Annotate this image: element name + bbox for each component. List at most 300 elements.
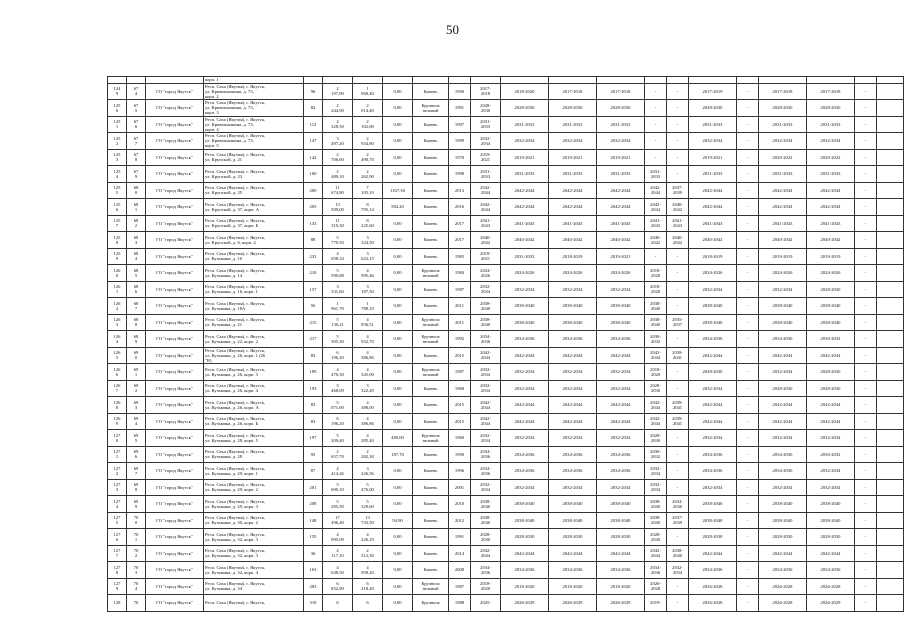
table-cell: 0,00	[383, 100, 413, 117]
table-cell: 2034-2036	[501, 331, 549, 348]
table-cell: 2028-2030	[759, 529, 807, 546]
table-cell: 4 285,40	[353, 430, 383, 447]
table-cell: -	[667, 166, 689, 183]
table-cell: 2042-2044	[501, 199, 549, 216]
table-cell: 2032-2034	[597, 364, 645, 381]
table-cell: 2026-2028	[759, 595, 807, 612]
table-cell: Респ. Саха (Якутия), г. Якутск, ул. Кривошапкина, д. 73, корп. 3	[204, 100, 304, 117]
table-cell: 0,00	[383, 232, 413, 249]
table-cell: 2038- 2040	[667, 545, 689, 562]
table-cell: 125 1	[108, 116, 127, 133]
table-cell: 1991	[449, 100, 471, 117]
table-cell: -	[667, 331, 689, 348]
table-cell: ГО "город Якутск"	[146, 116, 204, 133]
table-cell: 310	[304, 595, 323, 612]
table-cell: 2034-2036	[689, 331, 737, 348]
table-cell: 5 476,00	[353, 479, 383, 496]
table-cell: ГО "город Якутск"	[146, 479, 204, 496]
table-cell: ГО "город Якутск"	[146, 413, 204, 430]
table-cell: 2034-2036	[689, 562, 737, 579]
table-cell: 126 7	[108, 380, 127, 397]
table-cell: Крупнопа нельный	[413, 100, 449, 117]
table-cell: 2031-2033	[759, 116, 807, 133]
table-cell: 163	[304, 562, 323, 579]
table-cell: 2028-2030	[689, 100, 737, 117]
table-cell: 2032-2034	[759, 479, 807, 496]
table-cell: -	[737, 133, 759, 150]
table-row	[108, 562, 904, 579]
table-cell: 5 071,00	[323, 397, 353, 414]
table-cell: 2 197,80	[323, 83, 353, 100]
table-cell: 68 6	[127, 281, 146, 298]
table-cell: 2042-2044	[501, 413, 549, 430]
table-cell: 2042- 2044	[471, 397, 501, 414]
table-cell: 70 2	[127, 545, 146, 562]
table-cell: 2032-2034	[501, 281, 549, 298]
table-cell: 68 2	[127, 215, 146, 232]
table-cell: -	[667, 364, 689, 381]
table-cell: ГО "город Якутск"	[146, 100, 204, 117]
table-cell: 2032-2034	[597, 133, 645, 150]
table-cell: -	[667, 100, 689, 117]
table-cell: 2028- 2030	[645, 430, 667, 447]
table-cell: ГО "город Якутск"	[146, 578, 204, 595]
table-cell: 69 7	[127, 463, 146, 480]
table-cell: 126 3	[108, 314, 127, 331]
table-cell: -	[737, 562, 759, 579]
table-cell: Камень	[413, 512, 449, 529]
table-cell: Камень	[413, 83, 449, 100]
table-cell: 2040-2042	[597, 232, 645, 249]
table-cell: 1970	[449, 149, 471, 166]
table-cell: 11 674,80	[323, 182, 353, 199]
table-cell: 2019-2019	[807, 248, 855, 265]
table-cell: -	[667, 380, 689, 397]
table-cell: Крупнопа нельный	[413, 331, 449, 348]
table-cell: -	[855, 380, 877, 397]
table-body	[108, 77, 904, 612]
table-cell: -	[737, 116, 759, 133]
table-cell: 126 1	[108, 281, 127, 298]
table-cell: 2013	[449, 182, 471, 199]
table-cell: 2032-2034	[549, 281, 597, 298]
table-cell: 2041-2043	[501, 215, 549, 232]
table-cell: 5 329,60	[353, 496, 383, 513]
table-cell: -	[667, 595, 689, 612]
table-cell: -	[667, 298, 689, 315]
table-cell: -	[855, 232, 877, 249]
table-cell: Респ. Саха (Якутия), г. Якутск, ул. Крупской, д. 21	[204, 149, 304, 166]
table-cell: -	[737, 529, 759, 546]
table-cell: -	[855, 331, 877, 348]
table-cell: 2042-2044	[597, 347, 645, 364]
table-cell: 2040-2042	[501, 232, 549, 249]
table-cell: 2025-	[471, 595, 501, 612]
table-cell: 2015	[449, 413, 471, 430]
table-cell: 2015	[449, 397, 471, 414]
table-cell: 4 386,86	[353, 413, 383, 430]
table-cell: Респ. Саха (Якутия), г. Якутск, ул. Крупской, д. 23	[204, 166, 304, 183]
table-cell: 2032- 2034	[645, 479, 667, 496]
table-cell: 2016	[449, 199, 471, 216]
table-cell: 2038-2040	[759, 512, 807, 529]
table-cell: 2042-2044	[759, 397, 807, 414]
table-cell: -	[855, 364, 877, 381]
table-cell: 2028- 2030	[645, 529, 667, 546]
table-cell: 1987	[449, 364, 471, 381]
table-cell: 68 8	[127, 314, 146, 331]
table-row	[108, 215, 904, 232]
table-cell: 69 8	[127, 479, 146, 496]
table-cell: 2034- 2036	[471, 562, 501, 579]
table-cell: 70	[127, 595, 146, 612]
table-cell: 2026-2028	[689, 578, 737, 595]
table-cell: ГО "город Якутск"	[146, 248, 204, 265]
table-cell: 3 468,09	[323, 380, 353, 397]
table-cell: 2 102,80	[353, 116, 383, 133]
table-cell: -	[737, 512, 759, 529]
table-cell: Респ. Саха (Якутия), г. Якутск, ул. Кузьмина, д. 22, корп. 2	[204, 331, 304, 348]
table-cell: 2019-2021	[597, 149, 645, 166]
table-cell: 1998	[449, 166, 471, 183]
table-cell: 2038-2040	[807, 298, 855, 315]
table-cell: 125 8	[108, 232, 127, 249]
table-cell: 2042-2044	[759, 545, 807, 562]
table-row	[108, 232, 904, 249]
table-cell: 68 7	[127, 298, 146, 315]
table-cell: 17 496,40	[323, 512, 353, 529]
table-cell: 1 968,40	[353, 83, 383, 100]
table-cell: 2026- 2028	[645, 578, 667, 595]
table-cell: 94,90	[383, 512, 413, 529]
table-cell: 2028-2030	[807, 281, 855, 298]
table-cell: 2042-2044	[807, 545, 855, 562]
table-cell: 4 345,00	[353, 364, 383, 381]
table-cell: Камень	[413, 232, 449, 249]
table-cell: 2031-2033	[501, 166, 549, 183]
table-cell: 2034-2036	[807, 562, 855, 579]
table-cell: корп. 1	[204, 77, 304, 84]
table-cell: 2040-2042	[759, 232, 807, 249]
table-cell: 2038-2040	[807, 314, 855, 331]
table-cell: 2038-2040	[549, 298, 597, 315]
table-cell: 2028-2030	[807, 364, 855, 381]
table-row	[108, 463, 904, 480]
table-cell: 2034-2036	[501, 562, 549, 579]
table-cell: -	[855, 413, 877, 430]
table-cell: -	[667, 248, 689, 265]
table-cell: -	[855, 545, 877, 562]
table-cell: 2018-2020	[501, 83, 549, 100]
table-cell: 69 6	[127, 446, 146, 463]
table-cell: 2019-2019	[759, 248, 807, 265]
table-cell: 0,00	[383, 545, 413, 562]
table-cell: 1990	[449, 446, 471, 463]
table-cell: -	[737, 578, 759, 595]
table-cell	[877, 562, 904, 579]
table-cell: 2042-2044	[759, 199, 807, 216]
table-cell: Респ. Саха (Якутия), г. Якутск, ул. Кривошапкина, д. 73, корп. 4	[204, 116, 304, 133]
table-cell: Камень	[413, 281, 449, 298]
table-cell: 2019-2021	[597, 248, 645, 265]
table-cell: 2015	[449, 347, 471, 364]
table-cell: 2 706,60	[323, 149, 353, 166]
table-cell: 96	[304, 83, 323, 100]
table-cell: 205	[304, 199, 323, 216]
table-cell: ГО "город Якутск"	[146, 83, 204, 100]
table-cell: 2032-2034	[807, 430, 855, 447]
table-cell: ГО "город Якутск"	[146, 298, 204, 315]
table-cell: 1992	[449, 331, 471, 348]
table-cell: 2041- 2043	[471, 215, 501, 232]
table-cell: 2026-2029	[501, 595, 549, 612]
table-cell: -	[667, 529, 689, 546]
table-cell: 2017- 2018	[471, 83, 501, 100]
table-cell	[877, 397, 904, 414]
table-row	[108, 133, 904, 150]
table-cell: Камень	[413, 479, 449, 496]
table-cell: 2017-2018	[549, 83, 597, 100]
table-cell: -	[737, 545, 759, 562]
table-cell: 2032- 2034	[471, 364, 501, 381]
table-cell: 160	[304, 166, 323, 183]
table-cell: 127 3	[108, 479, 127, 496]
table-cell: 2042-2044	[549, 397, 597, 414]
table-cell: 2032-2034	[689, 380, 737, 397]
table-cell: Респ. Саха (Якутия), г. Якутск, ул. Кузьмина, д. 29, корп. 1	[204, 463, 304, 480]
table-cell: 147	[304, 133, 323, 150]
table-cell: 126 2	[108, 298, 127, 315]
table-cell: 83	[304, 397, 323, 414]
table-cell: Респ. Саха (Якутия), г. Якутск, ул. Кузьмина, д. 26, корп. Б	[204, 413, 304, 430]
table-cell: 67 7	[127, 133, 146, 150]
table-cell: 2018- 2020	[645, 265, 667, 282]
table-cell: 2042- 2044	[645, 545, 667, 562]
table-cell: 2042- 2044	[645, 182, 667, 199]
table-cell	[877, 496, 904, 513]
table-cell	[877, 595, 904, 612]
table-cell: -	[855, 199, 877, 216]
table-cell: 2031-2033	[501, 248, 549, 265]
table-cell: -	[855, 496, 877, 513]
table-cell: 5 590,88	[323, 265, 353, 282]
table-cell: 2034-2036	[689, 446, 737, 463]
table-cell: 2026-2029	[549, 595, 597, 612]
table-cell: Камень	[413, 397, 449, 414]
table-cell: Крупнопа	[413, 595, 449, 612]
table-cell: 2038-2040	[501, 496, 549, 513]
table-cell: 2018-2020	[597, 578, 645, 595]
table-cell: 2032-2034	[807, 479, 855, 496]
table-cell: ГО "город Якутск"	[146, 215, 204, 232]
table-cell: Камень	[413, 116, 449, 133]
table-cell: 2 312,30	[353, 545, 383, 562]
table-cell	[877, 463, 904, 480]
table-cell: 142	[304, 149, 323, 166]
table-cell: 2038-2040	[597, 512, 645, 529]
table-cell: 2034- 2036	[667, 496, 689, 513]
table-cell: 0,00	[383, 298, 413, 315]
table-cell	[877, 364, 904, 381]
table-row	[108, 380, 904, 397]
table-cell	[877, 347, 904, 364]
table-cell: 2 262,90	[353, 166, 383, 183]
table-cell: 2032- 2034	[471, 479, 501, 496]
table-cell: Респ. Саха (Якутия), г. Якутск, ул. Кузьмина, д. 21	[204, 314, 304, 331]
table-row	[108, 100, 904, 117]
table-cell: Камень	[413, 496, 449, 513]
table-cell	[877, 479, 904, 496]
table-cell: 2031-2033	[759, 166, 807, 183]
table-cell: -	[855, 116, 877, 133]
table-cell: 0,00	[383, 562, 413, 579]
table-cell: 4 648,50	[323, 562, 353, 579]
table-cell: 5 770,50	[323, 232, 353, 249]
table-cell: ГО "город Якутск"	[146, 314, 204, 331]
table-cell: 2017	[449, 215, 471, 232]
table-cell: 2032-2034	[759, 364, 807, 381]
table-cell: 0,00	[383, 133, 413, 150]
table-cell: 2017-2018	[807, 83, 855, 100]
table-cell: -	[855, 578, 877, 595]
table-cell: 0,00	[383, 314, 413, 331]
table-cell: 2024-2026	[597, 265, 645, 282]
table-cell: 2028- 2030	[471, 100, 501, 117]
table-cell: 2038-2040	[759, 496, 807, 513]
table-cell: 2028-2030	[501, 100, 549, 117]
table-cell: 215	[304, 314, 323, 331]
table-cell: 4 058,34	[323, 248, 353, 265]
table-cell: ГО "город Якутск"	[146, 496, 204, 513]
table-cell: 13 509,00	[323, 199, 353, 216]
table-cell: 2042-2044	[501, 347, 549, 364]
table-cell: 2042-2044	[549, 182, 597, 199]
table-cell: 3 226,56	[353, 463, 383, 480]
table-cell: 1991	[449, 529, 471, 546]
table-cell: 2038-2040	[597, 496, 645, 513]
table-cell: 233	[304, 248, 323, 265]
table-cell: 1997	[449, 116, 471, 133]
table-cell: -	[667, 281, 689, 298]
table-cell: 2042- 2044	[471, 182, 501, 199]
table-cell: ГО "город Якутск"	[146, 364, 204, 381]
table-cell: 2034-2036	[597, 331, 645, 348]
table-cell: ГО "город Якутск"	[146, 265, 204, 282]
table-cell: Респ. Саха (Якутия), г. Якутск, ул. Кузьмина, д. 26, корп. А	[204, 397, 304, 414]
table-cell: Респ. Саха (Якутия), г. Якутск, ул. Кузьмина, д. 29, корп. 2	[204, 479, 304, 496]
table-cell: -	[855, 430, 877, 447]
table-cell: 70 4	[127, 578, 146, 595]
table-cell: 2040- 2042	[471, 232, 501, 249]
table-cell	[877, 133, 904, 150]
table-cell: 127 0	[108, 430, 127, 447]
table-cell: 2017	[449, 232, 471, 249]
table-cell: 2040- 2042	[667, 232, 689, 249]
table-cell: Респ. Саха (Якутия), г. Якутск, ул. Крупской, д. 25	[204, 182, 304, 199]
table-cell	[877, 331, 904, 348]
table-cell: 126 0	[108, 265, 127, 282]
table-cell: 2030-2032	[807, 446, 855, 463]
table-cell: -	[737, 347, 759, 364]
table-cell: 2042- 2044	[645, 397, 667, 414]
table-cell: 125 2	[108, 133, 127, 150]
table-cell: 2024- 2026	[471, 265, 501, 282]
table-cell: Респ. Саха (Якутия), г. Якутск, ул. Кузьмина, д. 26, корп. 3	[204, 364, 304, 381]
table-cell: 2032-2034	[597, 281, 645, 298]
table-cell: -	[667, 430, 689, 447]
table-cell: 127 4	[108, 496, 127, 513]
table-cell: 2032-2034	[689, 430, 737, 447]
table-cell: 2040-2042	[549, 232, 597, 249]
table-cell: 2026-2029	[807, 595, 855, 612]
table-cell	[877, 166, 904, 183]
table-cell: 0,00	[383, 166, 413, 183]
table-row	[108, 479, 904, 496]
table-cell: 69 9	[127, 496, 146, 513]
table-cell	[877, 116, 904, 133]
table-cell: -	[855, 512, 877, 529]
table-cell: Респ. Саха (Якутия), г. Якутск, ул. Кузьмина, д. 28, корп. 5	[204, 430, 304, 447]
table-cell: Камень	[413, 347, 449, 364]
table-cell: 82	[304, 100, 323, 117]
table-cell: 2018-2019	[689, 248, 737, 265]
table-cell: -	[737, 446, 759, 463]
table-row	[108, 281, 904, 298]
table-cell: -	[737, 100, 759, 117]
table-cell: 1987	[449, 578, 471, 595]
table-cell: 126 4	[108, 331, 127, 348]
table-cell: 2040-2042	[689, 232, 737, 249]
table-cell: 2032-2034	[549, 133, 597, 150]
table-cell: 2024-2026	[549, 265, 597, 282]
table-cell: Респ. Саха (Якутия), г. Якутск, ул. Кузьмина, д. 16, корп. 1	[204, 281, 304, 298]
table-cell: 0,00	[383, 397, 413, 414]
table-cell: 83	[304, 413, 323, 430]
table-cell: 0,00	[383, 215, 413, 232]
table-cell: 2026-2028	[759, 578, 807, 595]
table-cell: 2030- 2032	[645, 331, 667, 348]
table-row	[108, 397, 904, 414]
table-cell: 2032- 2034	[471, 380, 501, 397]
table-cell: Респ. Саха (Якутия), г. Якутск, ул. Кузьмина, д. 32, корп. 3	[204, 529, 304, 546]
table-cell: -	[855, 182, 877, 199]
table-cell: 2038-2040	[689, 496, 737, 513]
table-cell: ГО "город Якутск"	[146, 331, 204, 348]
table-cell: 2018- 2020	[645, 281, 667, 298]
table-cell: 2038-2040	[807, 512, 855, 529]
table-cell: 2018-2019	[549, 248, 597, 265]
table-cell	[877, 545, 904, 562]
table-cell: 0,00	[383, 496, 413, 513]
table-cell: 2041-2043	[689, 215, 737, 232]
table-cell: Крупнопа нельный	[413, 430, 449, 447]
table-cell: 2032- 2034	[471, 430, 501, 447]
table-cell: 2034-2036	[597, 463, 645, 480]
table-cell: -	[645, 83, 667, 100]
table-cell: 2041-2043	[759, 215, 807, 232]
table-cell: 2032-2034	[501, 430, 549, 447]
table-cell: -	[645, 133, 667, 150]
table-cell: 2042-2044	[807, 199, 855, 216]
table-cell: -	[855, 100, 877, 117]
table-cell: 70 3	[127, 562, 146, 579]
table-cell: 2024-2026	[759, 265, 807, 282]
table-cell: 3 324,50	[353, 232, 383, 249]
table-cell: 2034-2036	[689, 463, 737, 480]
table-cell: -	[667, 83, 689, 100]
table-cell: -	[737, 232, 759, 249]
table-cell: 0,00	[383, 83, 413, 100]
